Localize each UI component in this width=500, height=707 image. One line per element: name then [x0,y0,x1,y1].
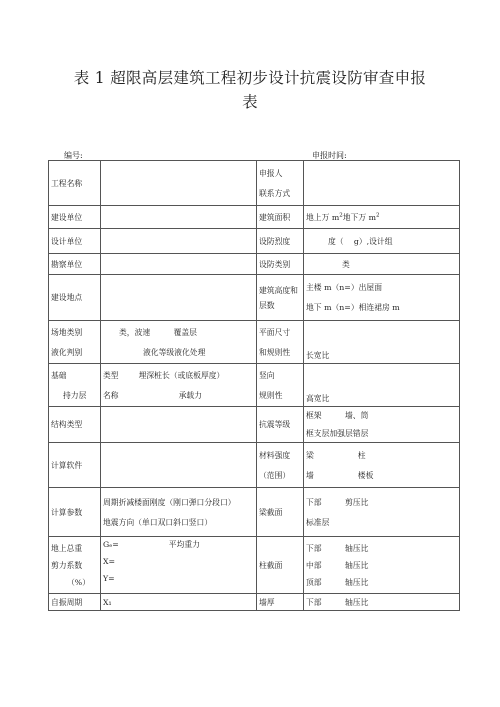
vertical-label: 竖向 [259,370,275,380]
wall-label: 墙 [306,470,314,480]
submission-date-label: 申报时间: [312,151,347,160]
cell-foundation-label [49,364,101,407]
cell-construction-unit-label: 建设单位 [49,206,101,229]
period-reduction-text: 周期折减楼面刚度（刚口弹口分段口） [103,497,236,507]
site-values-text: 类，波速 覆盖层 [119,327,197,337]
cell-site-category-label [49,321,101,364]
cell-natural-period-value[interactable] [101,594,257,611]
cell-wall-thickness-value[interactable] [304,594,460,611]
y-eq-label: Y= [103,574,115,583]
liquefaction-value-text: 液化等级液化处理 [143,347,206,357]
column-label: 柱 [357,450,366,460]
x-eq-label: X= [103,557,116,566]
shear-coef-line1: 地上总重 [51,543,83,553]
standard-floor-text: 标准层 [306,517,330,527]
cell-natural-period-label: 自振周期 [49,594,101,611]
bearing-capacity-label: 承载力 [178,390,202,400]
cell-shear-coef-label [49,537,101,594]
area-sup-2: 2 [376,211,380,218]
applicant-label: 申报人 [259,168,283,178]
area-below-ground: 地下万 m [342,212,377,222]
foundation-type-line [103,370,254,381]
cell-column-section-value[interactable] [304,537,460,594]
cell-project-name-value[interactable] [101,161,257,206]
page-title-line1: 表 1 超限高层建筑工程初步设计抗震设防审查申报 [73,69,427,87]
cell-seismic-grade-label: 抗震等级 [257,407,304,443]
application-form-table [48,160,460,611]
height-floors-line2: 层数 [259,300,275,310]
cell-wall-thickness-label: 墙厚 [257,594,304,611]
beam-label: 梁 [306,450,314,460]
area-sup-1: 2 [339,211,343,218]
cell-software-label: 计算软件 [49,443,101,488]
col-bottom-text: 下部 轴压比 [306,543,369,553]
range-label: （范围） [259,470,291,480]
cell-building-area-label: 建筑面积 [257,206,304,229]
cell-category-label: 设防类别 [257,254,304,275]
shear-coef-line2: 剪力系数 [51,560,83,570]
liquefaction-label: 液化判别 [51,347,83,357]
cell-site-category-value[interactable] [101,321,257,364]
cell-building-area-value[interactable] [304,206,460,229]
ge-line [103,539,254,550]
cell-material-strength-label [257,443,304,488]
cell-calc-params-label: 计算参数 [49,488,101,537]
type-label: 类型 [103,370,119,380]
embed-depth-label: 埋深桩长（或底板厚度） [138,370,225,380]
cell-project-name-label: 工程名称 [49,161,101,206]
cell-calc-params-value[interactable] [101,488,257,537]
cell-plan-size-value[interactable] [304,321,460,364]
cell-category-value[interactable] [304,254,460,275]
cell-beam-section-value[interactable] [304,488,460,537]
cell-intensity-value[interactable] [304,229,460,254]
material-strength-label: 材料强度 [259,450,291,460]
cell-construction-unit-value[interactable] [101,206,257,229]
site-category-label: 场地类别 [51,327,83,337]
x1-label: X₁ [103,597,112,607]
shear-coef-line3: （%） [67,577,91,587]
height-floors-line1: 建筑高度和 [259,285,298,295]
serial-number-label: 编号: [64,151,83,160]
bottom-shear-text: 下部 剪压比 [306,497,369,507]
cell-design-unit-label: 设计单位 [49,229,101,254]
ge-label: Gₑ= [103,540,119,549]
cell-software-value[interactable] [101,443,257,488]
beam-column-line [306,450,457,461]
wall-bottom-text: 下部 轴压比 [306,597,369,607]
slab-label: 楼板 [357,470,374,480]
vertical-regularity-label: 规则性 [259,390,283,400]
foundation-name-line [103,390,254,401]
bearing-layer-label: 持力层 [63,390,87,400]
col-middle-text: 中部 轴压比 [306,560,369,570]
category-value: 类 [342,259,350,269]
avg-gravity-label: 平均重力 [168,540,200,549]
col-top-text: 顶部 轴压比 [306,577,369,587]
cell-height-floors-label [257,275,304,321]
cell-seismic-grade-value[interactable] [304,407,460,443]
cell-height-floors-value[interactable] [304,275,460,321]
underground-text: 地下 m（n=）相连裙房 m [306,303,400,312]
cell-structure-type-value[interactable] [101,407,257,443]
cell-plan-size-label [257,321,304,364]
cell-survey-unit-label: 勘察单位 [49,254,101,275]
cell-site-label: 建设地点 [49,275,101,321]
contact-label: 联系方式 [259,188,291,198]
cell-applicant-value[interactable] [304,161,460,206]
area-above-ground: 地上万 m [306,212,340,222]
cell-applicant-contact-label [257,161,304,206]
main-building-text: 主楼 m（n=）出屋面 [306,283,383,292]
page-title-line2: 表 [242,93,258,111]
cell-column-section-label: 柱截面 [257,537,304,594]
aspect-ratio-text: 长宽比 [306,351,330,360]
cell-design-unit-value[interactable] [101,229,257,254]
height-width-text: 高宽比 [306,394,330,403]
cell-survey-unit-value[interactable] [101,254,257,275]
cell-beam-section-label: 梁截面 [257,488,304,537]
seismic-direction-text: 地震方向（单口双口斜口竖口） [103,517,213,527]
cell-site-value[interactable] [101,275,257,321]
cell-intensity-label: 设防烈度 [257,229,304,254]
cell-foundation-value[interactable] [101,364,257,407]
frame-tube-text: 框架 墙、筒 [306,411,369,420]
cell-material-strength-value[interactable] [304,443,460,488]
foundation-label: 基础 [51,370,67,380]
cell-shear-coef-value[interactable] [101,537,257,594]
cell-vertical-value[interactable] [304,364,460,407]
regularity-label: 和规则性 [259,347,291,357]
plan-size-label: 平面尺寸 [259,327,291,337]
frame-transfer-text: 框支层加强层错层 [306,429,369,438]
cell-vertical-label [257,364,304,407]
intensity-value: 度（ g）,设计组 [328,236,393,246]
name-label: 名称 [103,390,119,400]
wall-slab-line [306,470,457,481]
cell-structure-type-label: 结构类型 [49,407,101,443]
